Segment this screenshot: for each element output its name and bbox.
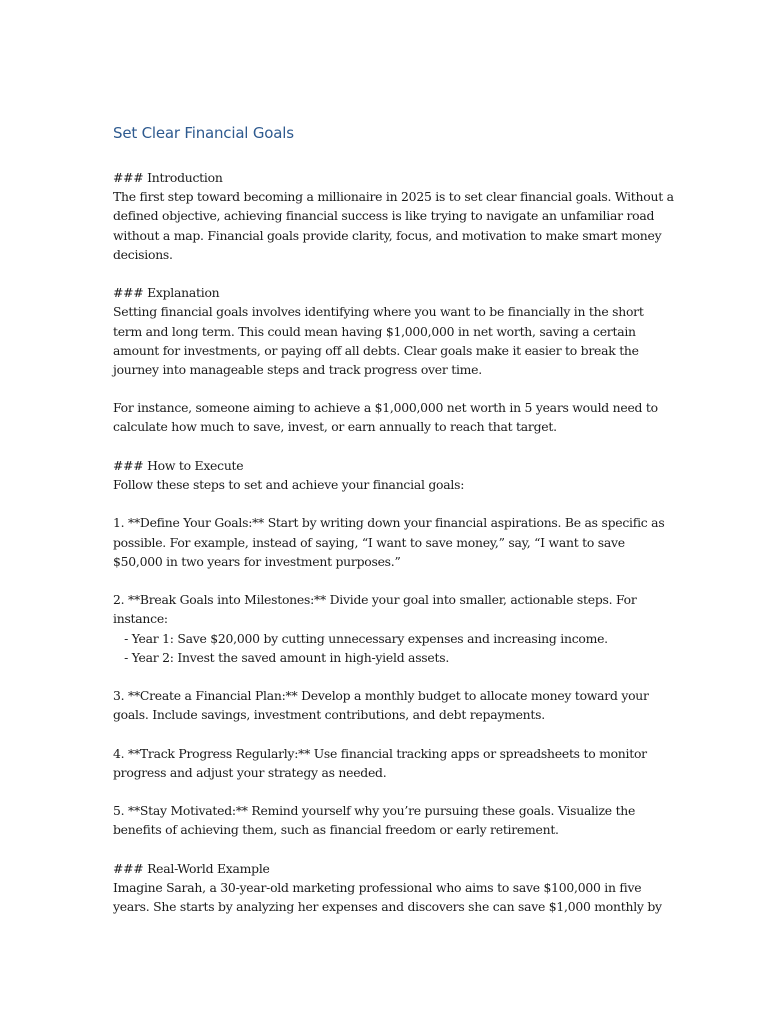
text-line: 5. **Stay Motivated:** Remind yourself why you’re pursuing these goals. Visualize the [113, 803, 636, 819]
blank-line [113, 782, 673, 801]
blank-line [113, 437, 673, 456]
text-line: term and long term. This could mean having $1,000,000 in net worth, saving a certain [113, 323, 636, 339]
text-line: amount for investments, or paying off all debts. Clear goals make it easier to break the [113, 342, 639, 358]
text-line: progress and adjust your strategy as needed. [113, 764, 387, 780]
text-line: Imagine Sarah, a 30-year-old marketing professional who aims to save $100,000 in five [113, 879, 642, 895]
text-line: without a map. Financial goals provide clarity, focus, and motivation to make smart money [113, 227, 662, 243]
blank-line [113, 494, 673, 513]
section-heading-line: ### Explanation [113, 285, 220, 301]
document-title: Set Clear Financial Goals [113, 124, 294, 142]
text-line: 4. **Track Progress Regularly:** Use financial tracking apps or spreadsheets to monitor [113, 745, 647, 761]
text-line: - Year 2: Invest the saved amount in high-yield assets. [113, 649, 450, 665]
text-line: goals. Include savings, investment contributions, and debt repayments. [113, 707, 545, 723]
text-line: 2. **Break Goals into Milestones:** Divide your goal into smaller, actionable steps. For [113, 592, 637, 608]
blank-line [113, 264, 673, 283]
text-line: 1. **Define Your Goals:** Start by writing down your financial aspirations. Be as specific as [113, 515, 665, 531]
text-line: 3. **Create a Financial Plan:** Develop a monthly budget to allocate money toward your [113, 688, 649, 704]
blank-line [113, 379, 673, 398]
text-line: For instance, someone aiming to achieve a $1,000,000 net worth in 5 years would need to [113, 400, 658, 416]
section-heading-line: ### How to Execute [113, 457, 244, 473]
text-line: calculate how much to save, invest, or earn annually to reach that target. [113, 419, 557, 435]
text-line: instance: [113, 611, 168, 627]
text-line: years. She starts by analyzing her expenses and discovers she can save $1,000 monthly by [113, 899, 662, 915]
blank-line [113, 571, 673, 590]
blank-line [113, 667, 673, 686]
text-line: $50,000 in two years for investment purposes.” [113, 553, 401, 569]
section-heading-line: ### Introduction [113, 170, 223, 185]
text-line: The first step toward becoming a millionaire in 2025 is to set clear financial goals. Without a [113, 189, 674, 205]
text-line: possible. For example, instead of saying, “I want to save money,” say, “I want to save [113, 534, 625, 550]
document-body [113, 168, 673, 916]
text-line: Follow these steps to set and achieve your financial goals: [113, 477, 465, 492]
text-line: Setting financial goals involves identifying where you want to be financially in the short [113, 304, 644, 320]
section-heading-line: ### Real-World Example [113, 860, 270, 876]
text-line: benefits of achieving them, such as financial freedom or early retirement. [113, 822, 559, 838]
blank-line [113, 724, 673, 743]
text-line: - Year 1: Save $20,000 by cutting unnecessary expenses and increasing income. [113, 630, 608, 646]
text-line: decisions. [113, 246, 173, 262]
blank-line [113, 840, 673, 859]
text-line: journey into manageable steps and track progress over time. [113, 361, 482, 377]
text-line: defined objective, achieving financial success is like trying to navigate an unfamiliar road [113, 208, 655, 224]
